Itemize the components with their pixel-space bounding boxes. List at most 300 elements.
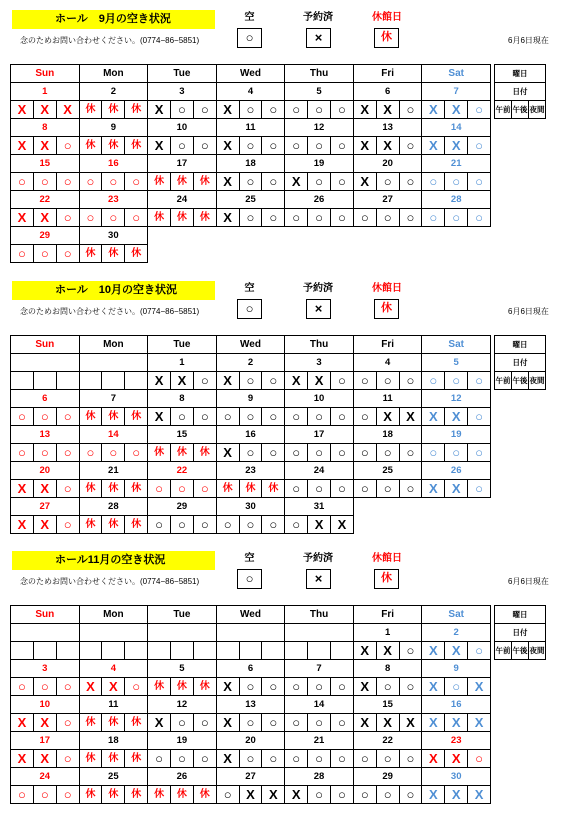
booked-mark: X — [10, 749, 34, 768]
vacant-mark: ○ — [10, 785, 34, 804]
month-section-sep — [0, 0, 580, 270]
blank-date-cell — [79, 623, 149, 642]
key-evening-label: 夜間 — [528, 371, 546, 390]
booked-mark: X — [330, 515, 354, 534]
vacant-mark: ○ — [467, 443, 491, 462]
date-cell: 10 — [284, 389, 354, 408]
vacant-mark: ○ — [79, 208, 103, 227]
month-title: ホール11月の空き状況 — [12, 551, 215, 570]
date-cell: 13 — [353, 118, 423, 137]
date-cell: 19 — [421, 425, 491, 444]
vacant-mark: ○ — [239, 749, 263, 768]
booked-mark: X — [444, 785, 468, 804]
blank-slot-cell — [193, 641, 217, 660]
vacant-mark: ○ — [147, 515, 171, 534]
vacant-mark: ○ — [56, 443, 80, 462]
as-of-date: 6月6日現在 — [508, 36, 549, 45]
booked-mark: X — [353, 100, 377, 119]
date-cell: 29 — [353, 767, 423, 786]
closed-mark: 休 — [193, 677, 217, 696]
date-cell: 16 — [216, 425, 286, 444]
vacant-mark: ○ — [467, 479, 491, 498]
vacant-mark: ○ — [307, 443, 331, 462]
contact-note: 念のためお問い合わせください。(0774−86−5851) — [20, 577, 200, 586]
date-cell: 27 — [353, 190, 423, 209]
date-cell: 2 — [79, 82, 149, 101]
weekday-header: Fri — [353, 605, 423, 624]
date-cell: 21 — [284, 731, 354, 750]
vacant-mark: ○ — [467, 749, 491, 768]
closed-mark: 休 — [101, 713, 125, 732]
key-evening-label: 夜間 — [528, 641, 546, 660]
vacant-mark: ○ — [239, 515, 263, 534]
date-cell: 24 — [284, 461, 354, 480]
vacant-mark: ○ — [10, 443, 34, 462]
booked-mark: X — [399, 713, 423, 732]
blank-slot-cell — [216, 641, 240, 660]
as-of-date: 6月6日現在 — [508, 307, 549, 316]
date-cell: 12 — [421, 389, 491, 408]
booked-mark: X — [376, 136, 400, 155]
date-cell: 3 — [147, 82, 217, 101]
booked-mark: X — [376, 641, 400, 660]
date-cell: 4 — [353, 353, 423, 372]
weekday-header: Mon — [79, 64, 149, 83]
vacant-mark: ○ — [330, 785, 354, 804]
vacant-mark: ○ — [399, 443, 423, 462]
booked-mark: X — [421, 785, 445, 804]
key-weekday-label: 曜日 — [494, 64, 546, 83]
booked-mark: X — [216, 172, 240, 191]
vacant-mark: ○ — [193, 371, 217, 390]
booked-mark: X — [353, 136, 377, 155]
slot-key-box — [494, 605, 546, 660]
calendar-grid — [10, 64, 491, 263]
blank-slot-cell — [124, 641, 148, 660]
legend-closed-label: 休館日 — [372, 553, 402, 564]
booked-mark: X — [376, 100, 400, 119]
closed-mark: 休 — [170, 785, 194, 804]
date-cell: 3 — [284, 353, 354, 372]
booked-mark: X — [170, 371, 194, 390]
vacant-mark: ○ — [56, 749, 80, 768]
contact-note: 念のためお問い合わせください。(0774−86−5851) — [20, 36, 200, 45]
weekday-header: Fri — [353, 64, 423, 83]
key-morning-label: 午前 — [494, 641, 512, 660]
date-cell: 26 — [421, 461, 491, 480]
booked-mark: X — [239, 785, 263, 804]
booked-mark: X — [33, 749, 57, 768]
legend-vacant-mark: ○ — [237, 28, 262, 48]
date-cell: 1 — [353, 623, 423, 642]
weekday-header: Thu — [284, 64, 354, 83]
key-afternoon-label: 午後 — [511, 100, 529, 119]
vacant-mark: ○ — [467, 641, 491, 660]
vacant-mark: ○ — [353, 749, 377, 768]
closed-mark: 休 — [216, 479, 240, 498]
vacant-mark: ○ — [33, 244, 57, 263]
booked-mark: X — [444, 479, 468, 498]
closed-mark: 休 — [124, 785, 148, 804]
vacant-mark: ○ — [147, 479, 171, 498]
booked-mark: X — [216, 136, 240, 155]
booked-mark: X — [421, 479, 445, 498]
key-afternoon-label: 午後 — [511, 641, 529, 660]
vacant-mark: ○ — [399, 371, 423, 390]
vacant-mark: ○ — [261, 443, 285, 462]
vacant-mark: ○ — [307, 479, 331, 498]
closed-mark: 休 — [170, 443, 194, 462]
vacant-mark: ○ — [399, 172, 423, 191]
vacant-mark: ○ — [399, 641, 423, 660]
date-cell: 24 — [10, 767, 80, 786]
vacant-mark: ○ — [330, 479, 354, 498]
weekday-header: Tue — [147, 335, 217, 354]
closed-mark: 休 — [79, 479, 103, 498]
date-cell: 16 — [421, 695, 491, 714]
date-cell: 5 — [421, 353, 491, 372]
date-cell: 23 — [421, 731, 491, 750]
closed-mark: 休 — [101, 407, 125, 426]
blank-slot-cell — [33, 641, 57, 660]
vacant-mark: ○ — [56, 785, 80, 804]
vacant-mark: ○ — [353, 443, 377, 462]
weekday-header: Wed — [216, 64, 286, 83]
blank-slot-cell — [261, 641, 285, 660]
closed-mark: 休 — [79, 244, 103, 263]
booked-mark: X — [444, 136, 468, 155]
as-of-date: 6月6日現在 — [508, 577, 549, 586]
vacant-mark: ○ — [284, 713, 308, 732]
vacant-mark: ○ — [284, 443, 308, 462]
vacant-mark: ○ — [101, 208, 125, 227]
vacant-mark: ○ — [10, 244, 34, 263]
vacant-mark: ○ — [307, 100, 331, 119]
weekday-header: Mon — [79, 605, 149, 624]
vacant-mark: ○ — [330, 100, 354, 119]
booked-mark: X — [10, 515, 34, 534]
vacant-mark: ○ — [261, 407, 285, 426]
booked-mark: X — [284, 172, 308, 191]
closed-mark: 休 — [261, 479, 285, 498]
date-cell: 30 — [421, 767, 491, 786]
legend-booked-label: 予約済 — [303, 283, 333, 294]
vacant-mark: ○ — [10, 172, 34, 191]
vacant-mark: ○ — [193, 479, 217, 498]
date-cell: 24 — [147, 190, 217, 209]
vacant-mark: ○ — [444, 443, 468, 462]
vacant-mark: ○ — [399, 100, 423, 119]
booked-mark: X — [216, 713, 240, 732]
vacant-mark: ○ — [239, 100, 263, 119]
closed-mark: 休 — [193, 172, 217, 191]
date-cell: 9 — [79, 118, 149, 137]
vacant-mark: ○ — [399, 208, 423, 227]
booked-mark: X — [307, 515, 331, 534]
date-cell: 20 — [216, 731, 286, 750]
date-cell: 19 — [284, 154, 354, 173]
legend-vacant-label: 空 — [244, 283, 255, 294]
weekday-header: Sun — [10, 64, 80, 83]
booked-mark: X — [307, 371, 331, 390]
legend-closed-label: 休館日 — [372, 283, 402, 294]
vacant-mark: ○ — [307, 172, 331, 191]
date-cell: 31 — [284, 497, 354, 516]
blank-date-cell — [216, 623, 286, 642]
vacant-mark: ○ — [330, 713, 354, 732]
date-cell: 6 — [216, 659, 286, 678]
booked-mark: X — [421, 713, 445, 732]
booked-mark: X — [421, 407, 445, 426]
booked-mark: X — [421, 677, 445, 696]
calendar-grid — [10, 335, 491, 534]
date-cell: 5 — [147, 659, 217, 678]
vacant-mark: ○ — [193, 515, 217, 534]
weekday-header: Tue — [147, 64, 217, 83]
vacant-mark: ○ — [284, 677, 308, 696]
blank-slot-cell — [284, 641, 308, 660]
date-cell: 25 — [79, 767, 149, 786]
closed-mark: 休 — [124, 136, 148, 155]
vacant-mark: ○ — [124, 443, 148, 462]
vacant-mark: ○ — [284, 100, 308, 119]
legend-closed-mark: 休 — [374, 299, 399, 319]
booked-mark: X — [10, 136, 34, 155]
vacant-mark: ○ — [376, 479, 400, 498]
vacant-mark: ○ — [239, 136, 263, 155]
vacant-mark: ○ — [124, 172, 148, 191]
booked-mark: X — [421, 749, 445, 768]
blank-date-cell — [10, 623, 80, 642]
closed-mark: 休 — [124, 407, 148, 426]
date-cell: 18 — [79, 731, 149, 750]
month-title: ホール 10月の空き状況 — [12, 281, 215, 300]
booked-mark: X — [216, 749, 240, 768]
blank-slot-cell — [101, 371, 125, 390]
booked-mark: X — [421, 136, 445, 155]
vacant-mark: ○ — [239, 677, 263, 696]
date-cell: 13 — [10, 425, 80, 444]
vacant-mark: ○ — [10, 677, 34, 696]
date-cell: 29 — [10, 226, 80, 245]
closed-mark: 休 — [79, 785, 103, 804]
contact-note: 念のためお問い合わせください。(0774−86−5851) — [20, 307, 200, 316]
vacant-mark: ○ — [444, 371, 468, 390]
date-cell: 17 — [10, 731, 80, 750]
blank-slot-cell — [170, 641, 194, 660]
vacant-mark: ○ — [239, 443, 263, 462]
vacant-mark: ○ — [10, 407, 34, 426]
booked-mark: X — [147, 136, 171, 155]
date-cell: 9 — [216, 389, 286, 408]
vacant-mark: ○ — [284, 136, 308, 155]
booked-mark: X — [421, 100, 445, 119]
booked-mark: X — [261, 785, 285, 804]
vacant-mark: ○ — [444, 677, 468, 696]
booked-mark: X — [467, 713, 491, 732]
booked-mark: X — [467, 785, 491, 804]
vacant-mark: ○ — [467, 208, 491, 227]
vacant-mark: ○ — [170, 515, 194, 534]
weekday-header: Sat — [421, 605, 491, 624]
booked-mark: X — [56, 100, 80, 119]
date-cell: 17 — [284, 425, 354, 444]
weekday-header: Sun — [10, 335, 80, 354]
booked-mark: X — [353, 641, 377, 660]
date-cell: 22 — [147, 461, 217, 480]
vacant-mark: ○ — [307, 136, 331, 155]
weekday-header: Wed — [216, 335, 286, 354]
date-cell: 21 — [79, 461, 149, 480]
booked-mark: X — [147, 100, 171, 119]
blank-slot-cell — [10, 641, 34, 660]
closed-mark: 休 — [147, 785, 171, 804]
vacant-mark: ○ — [307, 407, 331, 426]
vacant-mark: ○ — [170, 407, 194, 426]
date-cell: 8 — [353, 659, 423, 678]
vacant-mark: ○ — [376, 172, 400, 191]
date-cell: 1 — [10, 82, 80, 101]
key-date-label: 日付 — [494, 353, 546, 372]
booked-mark: X — [101, 677, 125, 696]
vacant-mark: ○ — [239, 172, 263, 191]
legend-booked-label: 予約済 — [303, 12, 333, 23]
closed-mark: 休 — [124, 749, 148, 768]
blank-date-cell — [79, 353, 149, 372]
vacant-mark: ○ — [467, 371, 491, 390]
blank-date-cell — [284, 623, 354, 642]
vacant-mark: ○ — [376, 677, 400, 696]
closed-mark: 休 — [79, 515, 103, 534]
booked-mark: X — [33, 100, 57, 119]
legend-booked-label: 予約済 — [303, 553, 333, 564]
date-cell: 2 — [216, 353, 286, 372]
booked-mark: X — [444, 100, 468, 119]
slot-key-box — [494, 335, 546, 390]
vacant-mark: ○ — [216, 515, 240, 534]
vacant-mark: ○ — [376, 749, 400, 768]
vacant-mark: ○ — [261, 100, 285, 119]
date-cell: 15 — [10, 154, 80, 173]
date-cell: 27 — [10, 497, 80, 516]
vacant-mark: ○ — [353, 371, 377, 390]
legend-vacant-label: 空 — [244, 12, 255, 23]
vacant-mark: ○ — [239, 713, 263, 732]
vacant-mark: ○ — [330, 443, 354, 462]
date-cell: 11 — [216, 118, 286, 137]
blank-slot-cell — [101, 641, 125, 660]
date-cell: 2 — [421, 623, 491, 642]
date-cell: 6 — [353, 82, 423, 101]
vacant-mark: ○ — [193, 407, 217, 426]
month-section-nov — [0, 541, 580, 811]
blank-slot-cell — [307, 641, 331, 660]
date-cell: 8 — [10, 118, 80, 137]
booked-mark: X — [353, 677, 377, 696]
vacant-mark: ○ — [170, 100, 194, 119]
vacant-mark: ○ — [261, 371, 285, 390]
vacant-mark: ○ — [56, 407, 80, 426]
closed-mark: 休 — [147, 443, 171, 462]
key-date-label: 日付 — [494, 82, 546, 101]
closed-mark: 休 — [101, 749, 125, 768]
date-cell: 5 — [284, 82, 354, 101]
date-cell: 29 — [147, 497, 217, 516]
closed-mark: 休 — [101, 244, 125, 263]
key-evening-label: 夜間 — [528, 100, 546, 119]
closed-mark: 休 — [124, 515, 148, 534]
closed-mark: 休 — [79, 100, 103, 119]
closed-mark: 休 — [124, 244, 148, 263]
date-cell: 19 — [147, 731, 217, 750]
closed-mark: 休 — [239, 479, 263, 498]
key-morning-label: 午前 — [494, 371, 512, 390]
date-cell: 27 — [216, 767, 286, 786]
vacant-mark: ○ — [33, 785, 57, 804]
vacant-mark: ○ — [170, 479, 194, 498]
closed-mark: 休 — [147, 172, 171, 191]
blank-slot-cell — [56, 371, 80, 390]
closed-mark: 休 — [147, 677, 171, 696]
legend-closed-mark: 休 — [374, 569, 399, 589]
booked-mark: X — [444, 749, 468, 768]
vacant-mark: ○ — [444, 208, 468, 227]
date-cell: 11 — [353, 389, 423, 408]
date-cell: 18 — [353, 425, 423, 444]
key-afternoon-label: 午後 — [511, 371, 529, 390]
closed-mark: 休 — [170, 208, 194, 227]
date-cell: 14 — [284, 695, 354, 714]
date-cell: 7 — [421, 82, 491, 101]
vacant-mark: ○ — [170, 713, 194, 732]
key-weekday-label: 曜日 — [494, 335, 546, 354]
vacant-mark: ○ — [56, 244, 80, 263]
booked-mark: X — [284, 371, 308, 390]
vacant-mark: ○ — [330, 136, 354, 155]
closed-mark: 休 — [124, 100, 148, 119]
vacant-mark: ○ — [421, 172, 445, 191]
vacant-mark: ○ — [307, 785, 331, 804]
booked-mark: X — [10, 479, 34, 498]
legend-vacant-label: 空 — [244, 553, 255, 564]
date-cell: 11 — [79, 695, 149, 714]
booked-mark: X — [216, 100, 240, 119]
month-title: ホール 9月の空き状況 — [12, 10, 215, 29]
booked-mark: X — [147, 407, 171, 426]
vacant-mark: ○ — [376, 371, 400, 390]
vacant-mark: ○ — [353, 208, 377, 227]
weekday-header: Sun — [10, 605, 80, 624]
vacant-mark: ○ — [399, 479, 423, 498]
closed-mark: 休 — [124, 479, 148, 498]
vacant-mark: ○ — [467, 172, 491, 191]
date-cell: 30 — [216, 497, 286, 516]
booked-mark: X — [353, 172, 377, 191]
vacant-mark: ○ — [216, 407, 240, 426]
vacant-mark: ○ — [330, 208, 354, 227]
vacant-mark: ○ — [56, 136, 80, 155]
date-cell: 6 — [10, 389, 80, 408]
booked-mark: X — [284, 785, 308, 804]
vacant-mark: ○ — [353, 407, 377, 426]
vacant-mark: ○ — [101, 443, 125, 462]
vacant-mark: ○ — [444, 172, 468, 191]
date-cell: 1 — [147, 353, 217, 372]
blank-slot-cell — [33, 371, 57, 390]
vacant-mark: ○ — [399, 677, 423, 696]
vacant-mark: ○ — [33, 677, 57, 696]
vacant-mark: ○ — [193, 749, 217, 768]
